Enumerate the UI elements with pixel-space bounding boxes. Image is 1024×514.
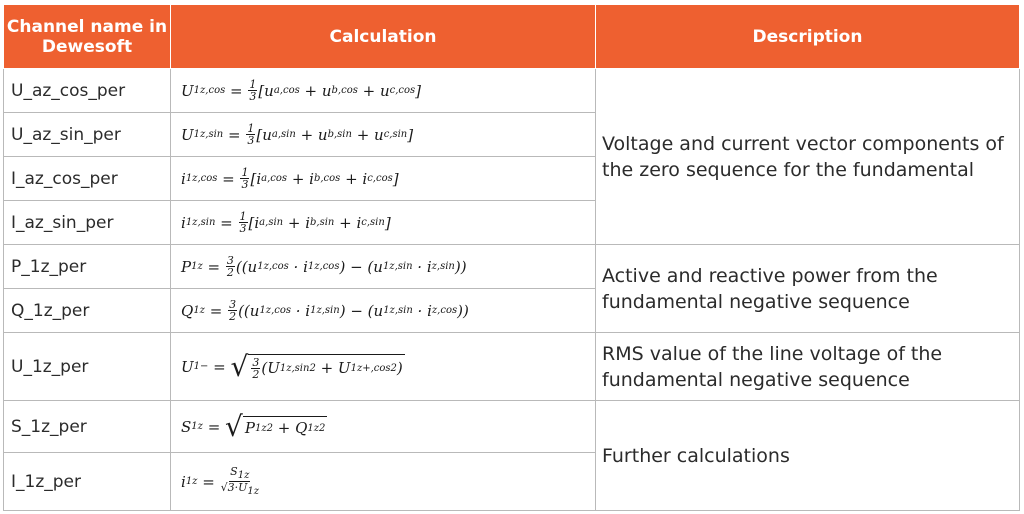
formula: i 1z,cos = $\frac{1}{3}$ [i a,cos + i b,cos + i c,cos ] <box>171 157 596 201</box>
channel-name: U_1z_per <box>4 333 171 401</box>
channel-name: I_az_cos_per <box>4 157 171 201</box>
formula: U 1z,sin = $\frac{1}{3}$ [u a,sin + u b,sin + u c,sin ] <box>171 113 596 157</box>
channel-name: P_1z_per <box>4 245 171 289</box>
channel-table <box>3 4 1020 511</box>
table-row <box>4 401 1020 453</box>
description-zero-sequence: Voltage and current vector components of the zero sequence for the fundamental <box>596 69 1020 245</box>
formula: i 1z = $\frac{S_{1z}}{√3\cdot U_{1z}}$ <box>171 453 596 511</box>
formula: i 1z,sin = $\frac{1}{3}$ [i a,sin + i b,sin + i c,sin ] <box>171 201 596 245</box>
table-row <box>4 333 1020 401</box>
header-calculation: Calculation <box>171 5 596 69</box>
description-power: Active and reactive power from the fundamental negative sequence <box>596 245 1020 333</box>
channel-name: U_az_cos_per <box>4 69 171 113</box>
formula: Q 1z = $\frac{3}{2}$ ((u 1z,cos · i 1z,sin ) − (u 1z,sin · i z,cos )) <box>171 289 596 333</box>
table-row <box>4 245 1020 289</box>
header-channel-name: Channel name in Dewesoft <box>4 5 171 69</box>
description-further: Further calculations <box>596 401 1020 511</box>
channel-name: I_az_sin_per <box>4 201 171 245</box>
header-row <box>4 5 1020 69</box>
formula: U 1z,cos = $\frac{1}{3}$ [u a,cos + u b,cos + u c,cos ] <box>171 69 596 113</box>
channel-name: U_az_sin_per <box>4 113 171 157</box>
formula: U 1− = √ $\frac{3}{2}$ (U 1z,sin 2 + U 1z+,cos 2 ) <box>171 333 596 401</box>
channel-name: Q_1z_per <box>4 289 171 333</box>
channel-name: I_1z_per <box>4 453 171 511</box>
table-row <box>4 69 1020 113</box>
header-description: Description <box>596 5 1020 69</box>
channel-name: S_1z_per <box>4 401 171 453</box>
description-rms: RMS value of the line voltage of the fundamental negative sequence <box>596 333 1020 401</box>
formula: P 1z = $\frac{3}{2}$ ((u 1z,cos · i 1z,cos ) − (u 1z,sin · i z,sin )) <box>171 245 596 289</box>
formula: S 1z = √ P 1z 2 + Q 1z 2 <box>171 401 596 453</box>
